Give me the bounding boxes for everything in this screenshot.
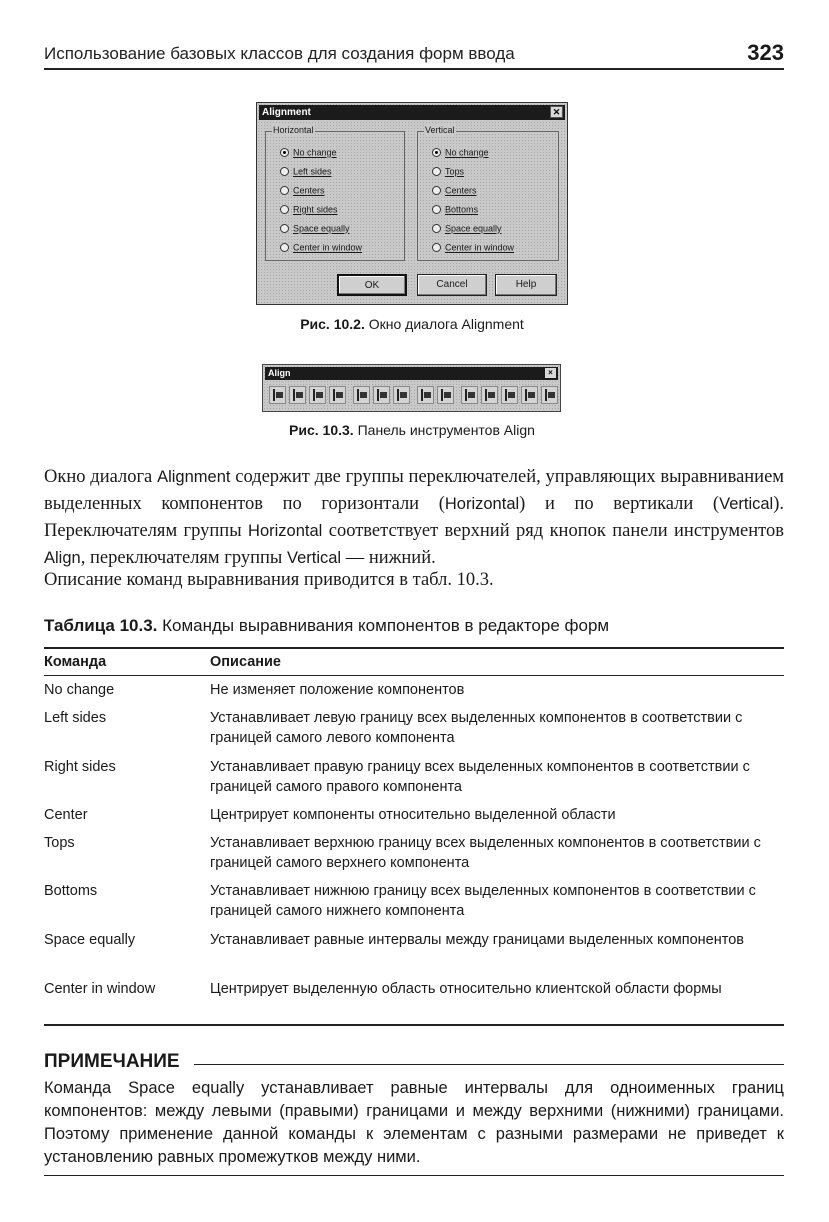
space-equally-h-icon[interactable]: [329, 386, 346, 404]
para1-text: — нижний.: [341, 548, 436, 568]
vertical-radio-option[interactable]: [432, 239, 514, 255]
close-icon[interactable]: ×: [545, 368, 556, 378]
close-icon[interactable]: ✕: [550, 106, 563, 118]
header-command: Команда: [44, 654, 107, 670]
space-equally-v-icon[interactable]: [437, 386, 454, 404]
toolbar-titlebar: [265, 367, 558, 380]
radio-label: Center in window: [293, 242, 363, 253]
align-toolbar-figure: [262, 364, 561, 412]
align-center-h-icon[interactable]: [289, 386, 306, 404]
commands-table: [44, 647, 784, 1026]
header-description: Описание: [210, 654, 281, 670]
table-row: [44, 704, 784, 753]
align-bottom-2-icon[interactable]: [481, 386, 498, 404]
running-header: [44, 40, 784, 70]
para1-term: Alignment: [157, 468, 231, 486]
vertical-group-caption: Vertical: [425, 125, 455, 135]
description-cell: Не изменяет положение компонентов: [210, 682, 465, 698]
radio-label: Centers: [293, 185, 325, 196]
align-middle-icon[interactable]: [393, 386, 410, 404]
para1-text: содержит две группы переключателей, управляющих выравниванием выделенных компонентов по горизонтали (: [44, 467, 785, 514]
command-cell: Left sides: [44, 710, 107, 726]
figure-10-2-caption: [256, 316, 568, 332]
align-center-window-v-icon[interactable]: [417, 386, 434, 404]
horizontal-radio-option[interactable]: [280, 182, 325, 198]
radio-label: Left sides: [293, 166, 332, 177]
description-cell: Устанавливает нижнюю границу всех выделенных компонентов в соответствии с границей самого нижнего компонента: [210, 883, 756, 919]
radio-label: Tops: [445, 166, 465, 177]
vertical-radio-option[interactable]: [432, 163, 464, 179]
align-left-icon[interactable]: [269, 386, 286, 404]
radio-label: Bottoms: [445, 204, 479, 215]
table-row: [44, 829, 784, 877]
table-caption-number: Таблица 10.3.: [44, 616, 158, 635]
align-center-window-h-icon[interactable]: [309, 386, 326, 404]
para1-text: , переключателям группы: [80, 548, 287, 568]
command-cell: Right sides: [44, 759, 116, 775]
description-cell: Устанавливает верхнюю границу всех выделенных компонентов в соответствии с границей самого верхнего компонента: [210, 835, 761, 871]
toolbar-title: Align: [268, 368, 291, 378]
horizontal-radio-option[interactable]: [280, 163, 332, 179]
para1-text: ). Переключателям группы: [44, 494, 785, 541]
radio-button[interactable]: [280, 167, 289, 176]
figure-10-3-text: Панель инструментов Align: [357, 422, 535, 438]
figure-10-2-number: Рис. 10.2.: [300, 316, 365, 332]
figure-10-3-number: Рис. 10.3.: [289, 422, 354, 438]
radio-label: Space equally: [445, 223, 502, 234]
align-misc-2-icon[interactable]: [521, 386, 538, 404]
table-row: [44, 676, 784, 704]
running-title: Использование базовых классов для создания форм ввода: [44, 44, 515, 63]
radio-button[interactable]: [280, 243, 289, 252]
vertical-radio-option[interactable]: [432, 220, 502, 236]
radio-button[interactable]: [432, 205, 441, 214]
horizontal-radio-option[interactable]: [280, 201, 338, 217]
table-row: [44, 877, 784, 926]
align-top-icon[interactable]: [373, 386, 390, 404]
radio-button[interactable]: [280, 186, 289, 195]
vertical-radio-option[interactable]: [432, 144, 489, 160]
radio-button[interactable]: [432, 243, 441, 252]
command-cell: Center: [44, 807, 88, 823]
body-paragraph-2: Описание команд выравнивания приводится в табл. 10.3.: [44, 570, 494, 590]
help-button[interactable]: Help: [495, 274, 557, 296]
radio-label: No change: [445, 147, 489, 158]
ok-button[interactable]: OK: [337, 274, 407, 296]
align-misc-icon[interactable]: [501, 386, 518, 404]
para1-text: Окно диалога: [44, 467, 158, 487]
align-misc-3-icon[interactable]: [541, 386, 558, 404]
dialog-titlebar: [259, 105, 565, 120]
horizontal-group-caption: Horizontal: [273, 125, 314, 135]
note-bottom-rule: [44, 1175, 784, 1176]
vertical-radio-option[interactable]: [432, 201, 478, 217]
para1-term: Horizontal: [248, 522, 323, 540]
horizontal-radio-option[interactable]: [280, 144, 337, 160]
radio-button[interactable]: [280, 224, 289, 233]
cancel-button[interactable]: Cancel: [417, 274, 487, 296]
vertical-group: [417, 125, 559, 261]
table-row: [44, 926, 784, 975]
table-caption-text: Команды выравнивания компонентов в редакторе форм: [162, 616, 610, 635]
table-row: [44, 753, 784, 801]
para1-term: Vertical: [286, 549, 342, 567]
dialog-title: Alignment: [262, 107, 311, 118]
radio-button[interactable]: [280, 148, 289, 157]
table-row: [44, 975, 784, 1024]
description-cell: Устанавливает правую границу всех выделенных компонентов в соответствии с границей самого правого компонента: [210, 759, 750, 795]
command-cell: No change: [44, 682, 115, 698]
radio-button[interactable]: [432, 186, 441, 195]
para1-text: соответствует верхний ряд кнопок панели инструментов: [322, 521, 784, 541]
table-header-row: [44, 649, 784, 676]
vertical-radio-option[interactable]: [432, 182, 477, 198]
align-bottom-icon[interactable]: [461, 386, 478, 404]
figure-10-3-caption: [256, 422, 568, 438]
table-row: [44, 801, 784, 829]
description-cell: Устанавливает левую границу всех выделенных компонентов в соответствии с границей самого левого компонента: [210, 710, 743, 746]
note-heading: ПРИМЕЧАНИЕ: [44, 1051, 180, 1072]
radio-label: Center in window: [445, 242, 515, 253]
command-cell: Tops: [44, 835, 75, 851]
note-rule: [194, 1064, 784, 1065]
radio-label: Centers: [445, 185, 477, 196]
para1-term: Horizontal: [444, 495, 520, 513]
radio-label: No change: [293, 147, 337, 158]
alignment-dialog-figure: [256, 102, 568, 305]
horizontal-radio-option[interactable]: [280, 220, 350, 236]
command-cell: Space equally: [44, 932, 136, 948]
horizontal-radio-option[interactable]: [280, 239, 362, 255]
body-paragraph-1: [44, 464, 784, 572]
radio-button[interactable]: [432, 148, 441, 157]
page-number: 323: [747, 40, 784, 65]
radio-label: Right sides: [293, 204, 338, 215]
command-cell: Center in window: [44, 981, 156, 997]
horizontal-group: [265, 125, 405, 261]
figure-10-2-text: Окно диалога Alignment: [368, 316, 524, 332]
radio-button[interactable]: [432, 224, 441, 233]
note-body: Команда Space equally устанавливает равные интервалы для одноименных границ компонентов: между левыми (правыми) границами и между верхними (нижними) границами. Поэтому применение данной команды к элементам с разными размерами не приведет к установлению равных промежутков между ними.: [44, 1079, 784, 1166]
description-cell: Центрирует выделенную область относительно клиентской области формы: [210, 981, 722, 997]
description-cell: Устанавливает равные интервалы между границами выделенных компонентов: [210, 932, 744, 948]
table-caption: [44, 616, 609, 636]
para1-text: ) и по вертикали (: [519, 494, 720, 514]
radio-button[interactable]: [432, 167, 441, 176]
align-right-icon[interactable]: [353, 386, 370, 404]
radio-label: Space equally: [293, 223, 350, 234]
para1-term: Vertical: [719, 495, 774, 513]
command-cell: Bottoms: [44, 883, 98, 899]
radio-button[interactable]: [280, 205, 289, 214]
para1-term: Align: [44, 549, 81, 567]
description-cell: Центрирует компоненты относительно выделенной области: [210, 807, 616, 823]
